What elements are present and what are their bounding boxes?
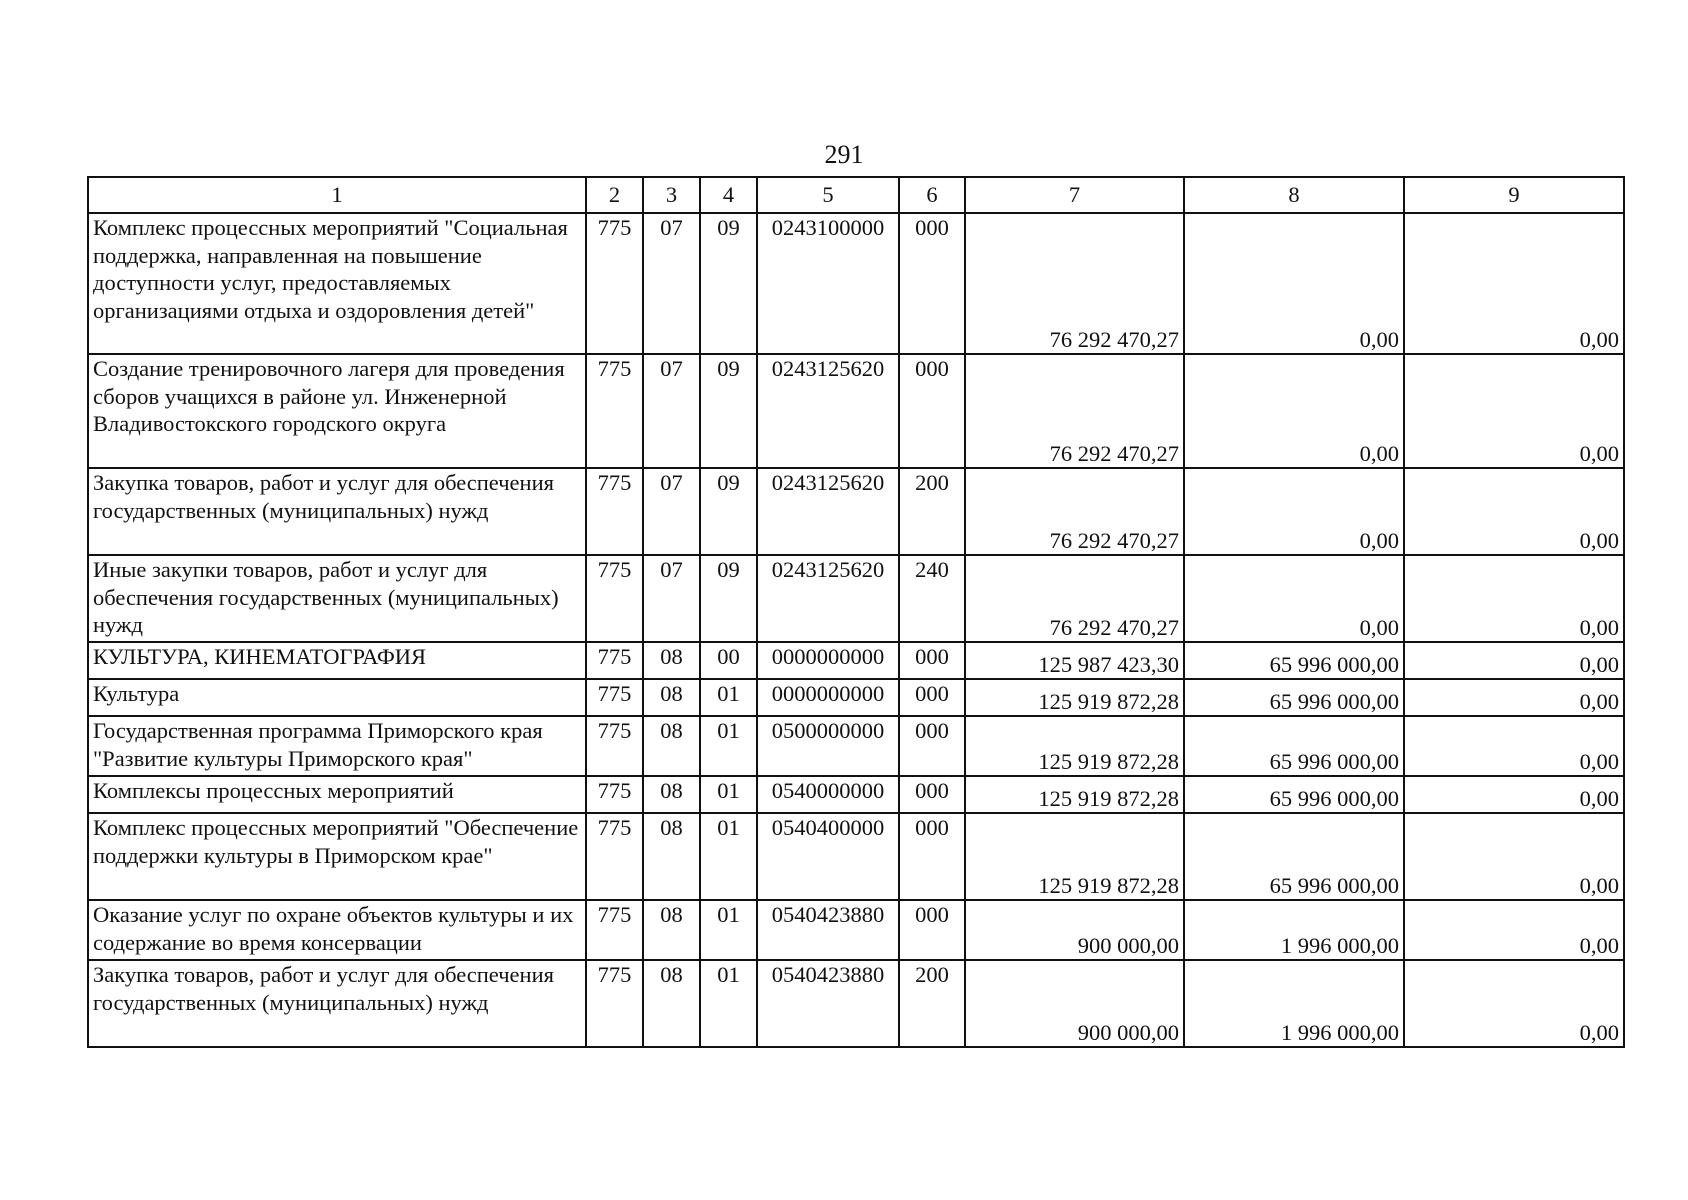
amount-col8: 65 996 000,00	[1184, 642, 1404, 679]
section-code: 08	[643, 960, 700, 1047]
expense-type-code: 000	[899, 900, 965, 960]
amount-col7: 900 000,00	[965, 960, 1184, 1047]
column-header: 2	[586, 177, 643, 213]
row-name: Закупка товаров, работ и услуг для обеспечения государственных (муниципальных) нужд	[88, 468, 586, 555]
subsection-code: 01	[700, 716, 757, 776]
section-code: 07	[643, 213, 700, 354]
amount-col8: 65 996 000,00	[1184, 776, 1404, 813]
admin-code: 775	[586, 813, 643, 900]
amount-col8: 0,00	[1184, 213, 1404, 354]
admin-code: 775	[586, 716, 643, 776]
amount-col9: 0,00	[1404, 813, 1624, 900]
amount-col9: 0,00	[1404, 776, 1624, 813]
table-row	[88, 555, 1624, 642]
subsection-code: 01	[700, 679, 757, 716]
section-code: 08	[643, 716, 700, 776]
expense-type-code: 000	[899, 813, 965, 900]
amount-col9: 0,00	[1404, 354, 1624, 468]
expense-type-code: 200	[899, 960, 965, 1047]
amount-col9: 0,00	[1404, 960, 1624, 1047]
table-row	[88, 900, 1624, 960]
admin-code: 775	[586, 679, 643, 716]
subsection-code: 01	[700, 813, 757, 900]
expense-type-code: 000	[899, 776, 965, 813]
target-article-code: 0540423880	[757, 900, 899, 960]
row-name: Культура	[88, 679, 586, 716]
amount-col9: 0,00	[1404, 679, 1624, 716]
row-name: Создание тренировочного лагеря для проведения сборов учащихся в районе ул. Инженерной Владивостокского городского округа	[88, 354, 586, 468]
section-code: 07	[643, 555, 700, 642]
target-article-code: 0540400000	[757, 813, 899, 900]
amount-col9: 0,00	[1404, 213, 1624, 354]
amount-col8: 0,00	[1184, 468, 1404, 555]
admin-code: 775	[586, 213, 643, 354]
target-article-code: 0000000000	[757, 679, 899, 716]
amount-col7: 125 919 872,28	[965, 813, 1184, 900]
amount-col7: 76 292 470,27	[965, 555, 1184, 642]
column-header: 9	[1404, 177, 1624, 213]
expense-type-code: 240	[899, 555, 965, 642]
amount-col7: 76 292 470,27	[965, 213, 1184, 354]
amount-col7: 76 292 470,27	[965, 354, 1184, 468]
amount-col7: 125 987 423,30	[965, 642, 1184, 679]
budget-table	[87, 176, 1625, 1048]
table-row	[88, 354, 1624, 468]
amount-col9: 0,00	[1404, 716, 1624, 776]
column-header: 5	[757, 177, 899, 213]
amount-col7: 125 919 872,28	[965, 679, 1184, 716]
subsection-code: 01	[700, 960, 757, 1047]
amount-col9: 0,00	[1404, 900, 1624, 960]
admin-code: 775	[586, 900, 643, 960]
admin-code: 775	[586, 468, 643, 555]
subsection-code: 01	[700, 776, 757, 813]
table-row	[88, 716, 1624, 776]
subsection-code: 09	[700, 354, 757, 468]
admin-code: 775	[586, 960, 643, 1047]
amount-col8: 1 996 000,00	[1184, 960, 1404, 1047]
expense-type-code: 200	[899, 468, 965, 555]
section-code: 08	[643, 900, 700, 960]
section-code: 07	[643, 354, 700, 468]
admin-code: 775	[586, 354, 643, 468]
target-article-code: 0540423880	[757, 960, 899, 1047]
target-article-code: 0540000000	[757, 776, 899, 813]
amount-col8: 0,00	[1184, 555, 1404, 642]
admin-code: 775	[586, 642, 643, 679]
column-number-row	[88, 177, 1624, 213]
amount-col7: 900 000,00	[965, 900, 1184, 960]
expense-type-code: 000	[899, 354, 965, 468]
target-article-code: 0500000000	[757, 716, 899, 776]
amount-col8: 1 996 000,00	[1184, 900, 1404, 960]
amount-col8: 65 996 000,00	[1184, 716, 1404, 776]
table-row	[88, 213, 1624, 354]
table-row	[88, 776, 1624, 813]
subsection-code: 09	[700, 213, 757, 354]
column-header: 8	[1184, 177, 1404, 213]
subsection-code: 00	[700, 642, 757, 679]
row-name: Государственная программа Приморского края "Развитие культуры Приморского края"	[88, 716, 586, 776]
subsection-code: 09	[700, 555, 757, 642]
amount-col9: 0,00	[1404, 468, 1624, 555]
target-article-code: 0243125620	[757, 354, 899, 468]
section-code: 07	[643, 468, 700, 555]
amount-col9: 0,00	[1404, 642, 1624, 679]
target-article-code: 0243125620	[757, 468, 899, 555]
expense-type-code: 000	[899, 679, 965, 716]
row-name: Оказание услуг по охране объектов культуры и их содержание во время консервации	[88, 900, 586, 960]
page-number: 291	[824, 140, 864, 169]
subsection-code: 09	[700, 468, 757, 555]
amount-col8: 0,00	[1184, 354, 1404, 468]
column-header: 4	[700, 177, 757, 213]
column-header: 1	[88, 177, 586, 213]
table-row	[88, 813, 1624, 900]
column-header: 7	[965, 177, 1184, 213]
expense-type-code: 000	[899, 716, 965, 776]
amount-col8: 65 996 000,00	[1184, 679, 1404, 716]
target-article-code: 0000000000	[757, 642, 899, 679]
subsection-code: 01	[700, 900, 757, 960]
amount-col7: 76 292 470,27	[965, 468, 1184, 555]
table-row	[88, 679, 1624, 716]
admin-code: 775	[586, 555, 643, 642]
target-article-code: 0243100000	[757, 213, 899, 354]
row-name: Комплекс процессных мероприятий "Социальная поддержка, направленная на повышение доступности услуг, предоставляемых организациями отдыха и оздоровления детей"	[88, 213, 586, 354]
table-row	[88, 642, 1624, 679]
admin-code: 775	[586, 776, 643, 813]
section-code: 08	[643, 813, 700, 900]
amount-col8: 65 996 000,00	[1184, 813, 1404, 900]
row-name: Комплексы процессных мероприятий	[88, 776, 586, 813]
amount-col9: 0,00	[1404, 555, 1624, 642]
row-name: Иные закупки товаров, работ и услуг для обеспечения государственных (муниципальных) нужд	[88, 555, 586, 642]
expense-type-code: 000	[899, 213, 965, 354]
column-header: 6	[899, 177, 965, 213]
target-article-code: 0243125620	[757, 555, 899, 642]
table-row	[88, 468, 1624, 555]
row-name: Комплекс процессных мероприятий "Обеспечение поддержки культуры в Приморском крае"	[88, 813, 586, 900]
row-name: КУЛЬТУРА, КИНЕМАТОГРАФИЯ	[88, 642, 586, 679]
section-code: 08	[643, 679, 700, 716]
row-name: Закупка товаров, работ и услуг для обеспечения государственных (муниципальных) нужд	[88, 960, 586, 1047]
expense-type-code: 000	[899, 642, 965, 679]
section-code: 08	[643, 776, 700, 813]
amount-col7: 125 919 872,28	[965, 716, 1184, 776]
amount-col7: 125 919 872,28	[965, 776, 1184, 813]
table-row	[88, 960, 1624, 1047]
section-code: 08	[643, 642, 700, 679]
column-header: 3	[643, 177, 700, 213]
